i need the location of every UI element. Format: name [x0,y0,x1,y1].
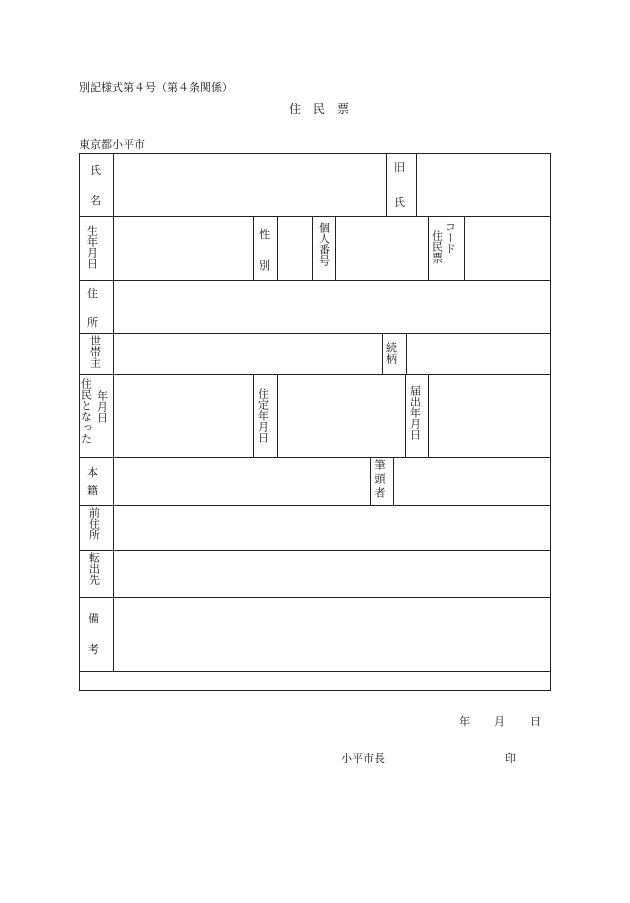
issuer-label: 東京都小平市 [79,138,145,151]
row-divider [79,374,551,375]
resident-code-label-2: コード [443,221,457,254]
cell-divider [370,457,371,505]
cell-divider [416,153,417,216]
name-label-1: 氏 [90,164,101,177]
cell-divider [253,216,254,280]
date-month-label: 月 [494,715,505,728]
cell-divider [253,374,254,457]
cell-divider [312,216,313,280]
previous-address-label: 前住所 [87,507,101,540]
cell-divider [335,216,336,280]
remarks-label-1: 備 [88,612,99,625]
date-year-label: 年 [459,715,470,728]
row-divider [79,505,551,506]
row-divider [79,671,551,672]
address-label-2: 所 [87,316,98,329]
resident-code-label-1: 住民票 [430,230,444,263]
name-label-2: 名 [90,194,101,207]
cell-divider [386,153,387,216]
address-set-date-label: 住定年月日 [256,388,270,443]
cell-divider [277,216,278,280]
birth-date-label: 生年月日 [85,225,99,269]
mayor-label: 小平市長 [341,752,385,765]
cell-divider [464,216,465,280]
householder-label: 世帯主 [88,335,102,368]
cell-divider [406,333,407,374]
old-name-label-2: 氏 [394,196,405,209]
seal-label: 印 [505,752,516,765]
row-divider [79,280,551,281]
became-resident-label-2: 年月日 [95,390,109,423]
moved-to-label: 転出先 [87,552,101,585]
old-name-label-1: 旧 [394,161,405,174]
cell-divider [428,374,429,457]
address-label-1: 住 [87,287,98,300]
cell-divider [393,457,394,505]
row-divider [79,597,551,598]
resident-record-table [79,153,551,691]
row-divider [79,457,551,458]
remarks-label-2: 考 [88,643,99,656]
row-divider [79,550,551,551]
relation-label: 続柄 [384,342,398,364]
became-resident-label-1: 住民となった [79,378,93,444]
row-divider [79,216,551,217]
domicile-label-2: 籍 [87,484,98,497]
head-of-register-label: 筆頭者 [373,459,386,501]
cell-divider [405,374,406,457]
label-column-divider [113,153,114,671]
form-number-label: 別記様式第４号（第４条関係） [79,81,233,94]
row-divider [79,333,551,334]
notification-date-label: 届出年月日 [408,385,422,440]
cell-divider [382,333,383,374]
individual-number-label: 個人番号 [317,222,331,266]
date-day-label: 日 [530,715,541,728]
cell-divider [428,216,429,280]
sex-label-1: 性 [259,228,270,241]
cell-divider [277,374,278,457]
sex-label-2: 別 [259,259,270,272]
domicile-label-1: 本 [87,466,98,479]
document-title: 住 民 票 [289,102,350,116]
